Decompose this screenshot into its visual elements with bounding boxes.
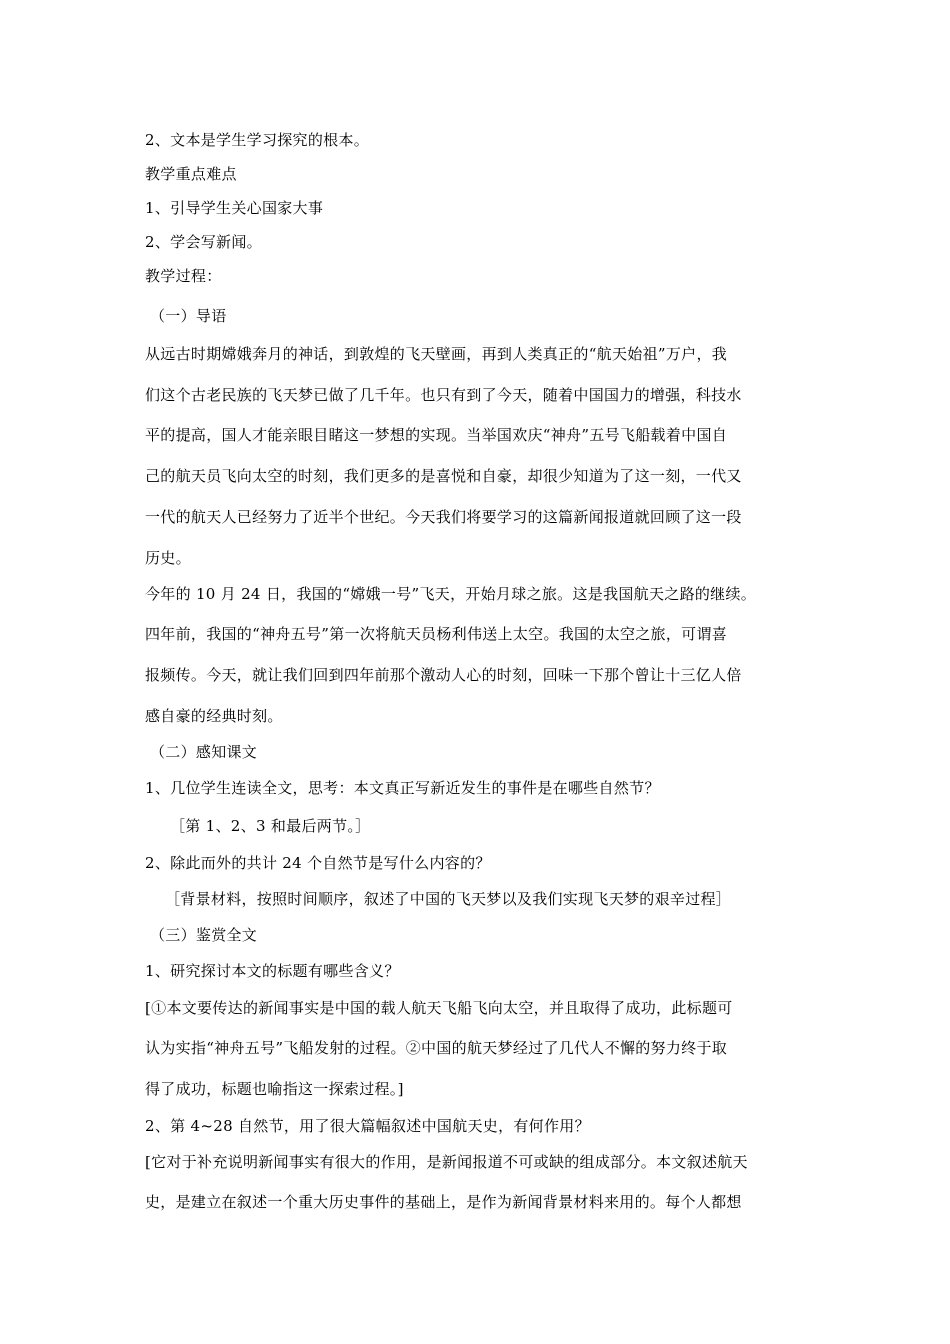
text-line: 己的航天员飞向太空的时刻，我们更多的是喜悦和自豪，却很少知道为了这一刻，一代又 [145, 467, 742, 485]
text-line: [①本文要传达的新闻事实是中国的载人航天飞船飞向太空，并且取得了成功，此标题可 [145, 999, 733, 1017]
text-line: 1、引导学生关心国家大事 [145, 199, 324, 217]
text-line: 四年前，我国的“神舟五号”第一次将航天员杨利伟送上太空。我国的太空之旅，可谓喜 [145, 625, 728, 643]
text-line: 2、第 4~28 自然节，用了很大篇幅叙述中国航天史，有何作用？ [145, 1117, 590, 1135]
text-line: 从远古时期嫦娥奔月的神话，到敦煌的飞天壁画，再到人类真正的“航天始祖”万户，我 [145, 345, 728, 363]
subsection-heading: （二）感知课文 [150, 743, 258, 761]
text-line: [它对于补充说明新闻事实有很大的作用，是新闻报道不可或缺的组成部分。本文叙述航天 [145, 1153, 748, 1171]
text-line: 感自豪的经典时刻。 [145, 707, 283, 725]
text-line: 1、研究探讨本文的标题有哪些含义？ [145, 962, 400, 980]
text-line: 平的提高，国人才能亲眼目睹这一梦想的实现。当举国欢庆“神舟”五号飞船载着中国自 [145, 426, 728, 444]
text-line: 2、学会写新闻。 [145, 233, 262, 251]
text-line: 报频传。今天，就让我们回到四年前那个激动人心的时刻，回味一下那个曾让十三亿人倍 [145, 666, 742, 684]
text-line: 们这个古老民族的飞天梦已做了几千年。也只有到了今天，随着中国国力的增强，科技水 [145, 386, 742, 404]
text-line: 历史。 [145, 549, 191, 567]
answer-line: ［第 1、2、3 和最后两节。］ [170, 817, 371, 835]
text-line: 一代的航天人已经努力了近半个世纪。今天我们将要学习的这篇新闻报道就回顾了这一段 [145, 508, 742, 526]
text-line: 2、文本是学生学习探究的根本。 [145, 131, 370, 149]
text-line: 今年的 10 月 24 日，我国的“嫦娥一号”飞天，开始月球之旅。这是我国航天之路的继续。 [145, 585, 757, 603]
subsection-heading: （一）导语 [150, 307, 227, 325]
text-line: 史，是建立在叙述一个重大历史事件的基础上，是作为新闻背景材料来用的。每个人都想 [145, 1193, 742, 1211]
text-line: 认为实指“神舟五号”飞船发射的过程。②中国的航天梦经过了几代人不懈的努力终于取 [145, 1039, 728, 1057]
section-heading: 教学过程： [145, 267, 222, 285]
text-line: 得了成功，标题也喻指这一探索过程。] [145, 1080, 404, 1098]
subsection-heading: （三）鉴赏全文 [150, 926, 258, 944]
text-line: 1、几位学生连读全文，思考：本文真正写新近发生的事件是在哪些自然节？ [145, 779, 660, 797]
section-heading: 教学重点难点 [145, 165, 237, 183]
answer-line: ［背景材料，按照时间顺序，叙述了中国的飞天梦以及我们实现飞天梦的艰辛过程］ [165, 890, 732, 908]
text-line: 2、除此而外的共计 24 个自然节是写什么内容的？ [145, 854, 491, 872]
